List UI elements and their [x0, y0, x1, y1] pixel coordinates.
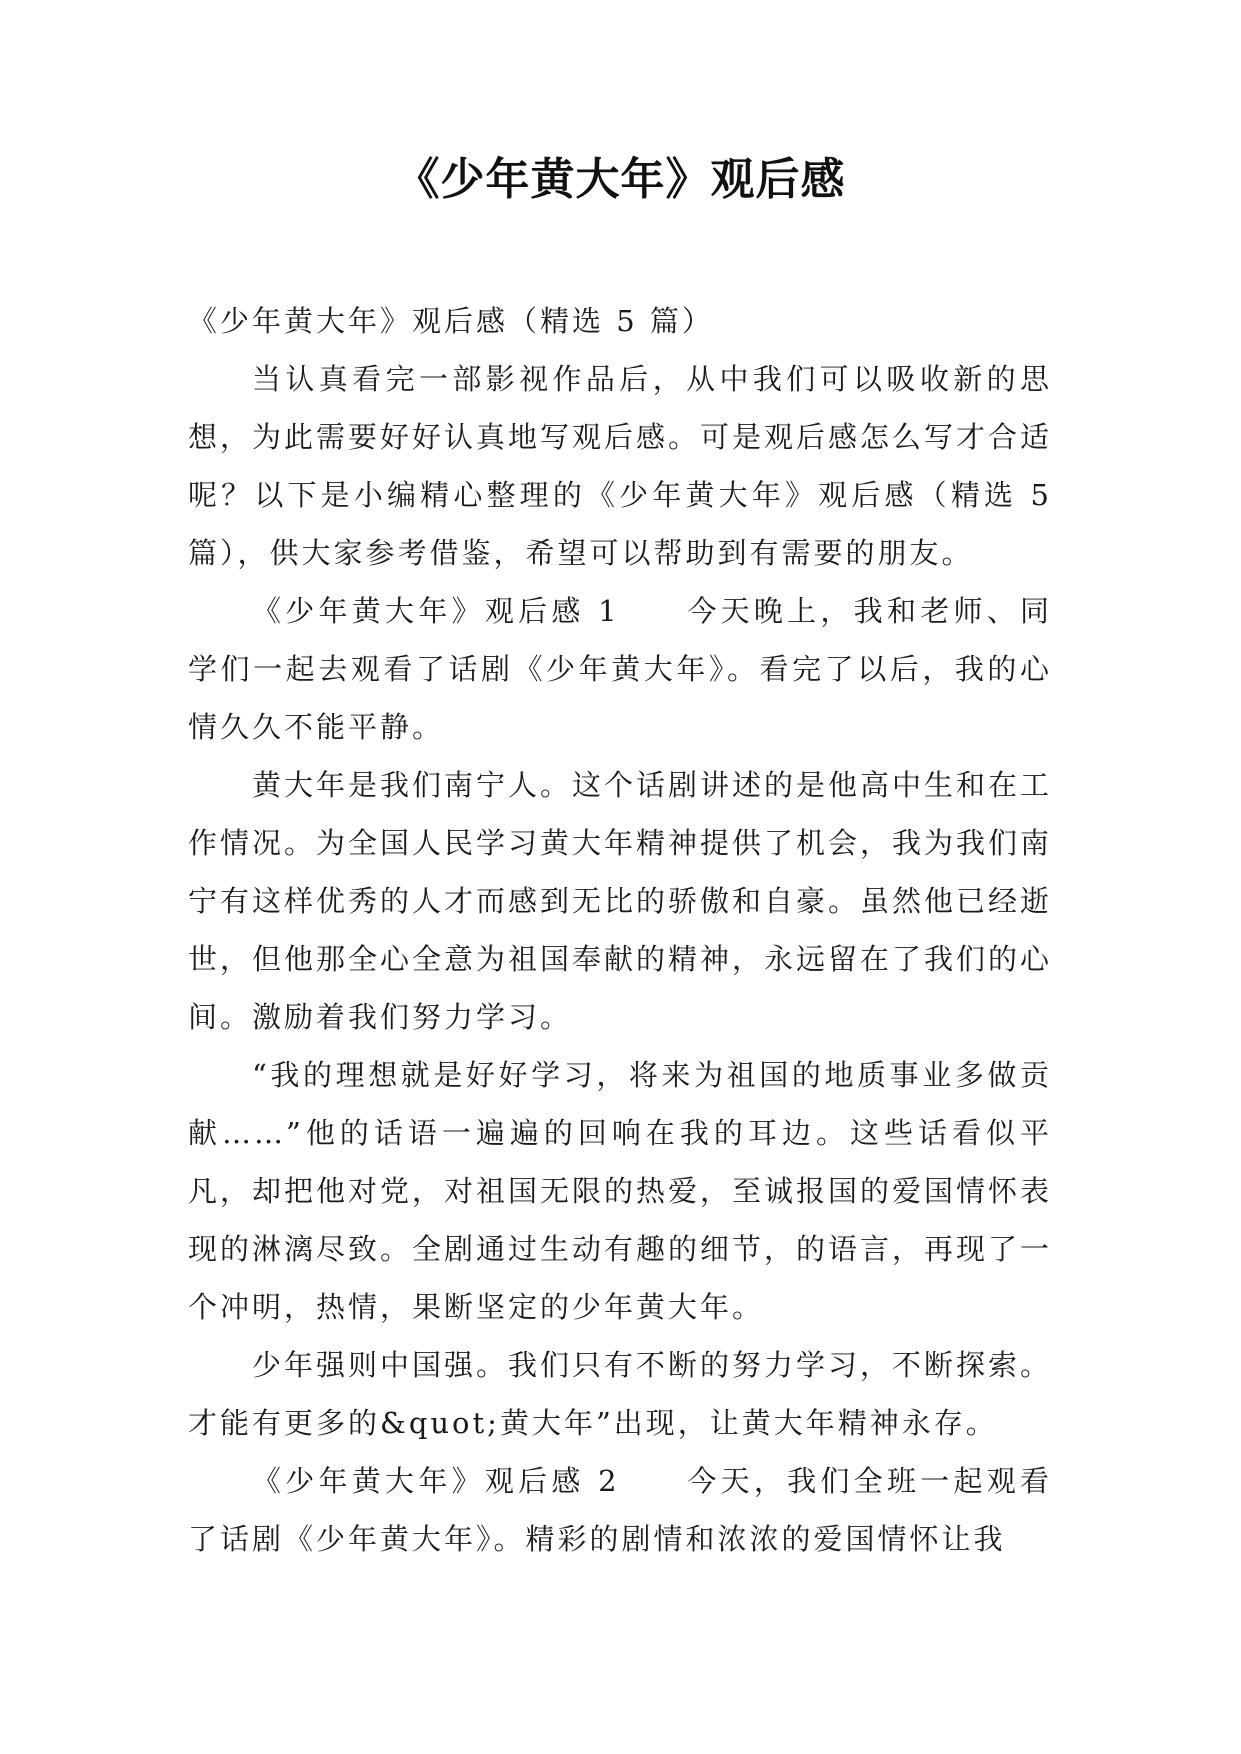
document-subtitle: 《少年黄大年》观后感（精选 5 篇） — [188, 304, 714, 338]
paragraph-essay-2-start: 《少年黄大年》观后感 2 今天，我们全班一起观看了话剧《少年黄大年》。精彩的剧情和浓浓的爱国情怀让我 — [188, 1464, 1052, 1556]
document-body — [188, 292, 1052, 1568]
paragraph-essay-1-start: 《少年黄大年》观后感 1 今天晚上，我和老师、同学们一起去观看了话剧《少年黄大年》。看完了以后，我的心情久久不能平静。 — [188, 594, 1052, 744]
paragraph-essay-1-body: 黄大年是我们南宁人。这个话剧讲述的是他高中生和在工作情况。为全国人民学习黄大年精神提供了机会，我为我们南宁有这样优秀的人才而感到无比的骄傲和自豪。虽然他已经逝世，但他那全心全意为祖国奉献的精神，永远留在了我们的心间。激励着我们努力学习。 — [188, 768, 1053, 1034]
paragraph-essay-1-end: 少年强则中国强。我们只有不断的努力学习，不断探索。才能有更多的&quot;黄大年”出现，让黄大年精神永存。 — [188, 1348, 1053, 1440]
paragraph-intro: 当认真看完一部影视作品后，从中我们可以吸收新的思想，为此需要好好认真地写观后感。可是观后感怎么写才合适呢？以下是小编精心整理的《少年黄大年》观后感（精选 5 篇），供大家参考借鉴，希望可以帮助到有需要的朋友。 — [188, 362, 1053, 570]
paragraph-essay-1-quote: “我的理想就是好好学习，将来为祖国的地质事业多做贡献……”他的话语一遍遍的回响在我的耳边。这些话看似平凡，却把他对党，对祖国无限的热爱，至诚报国的爱国情怀表现的淋漓尽致。全剧通过生动有趣的细节，的语言，再现了一个冲明，热情，果断坚定的少年黄大年。 — [188, 1058, 1053, 1324]
document-title: 《少年黄大年》观后感 — [395, 154, 846, 205]
